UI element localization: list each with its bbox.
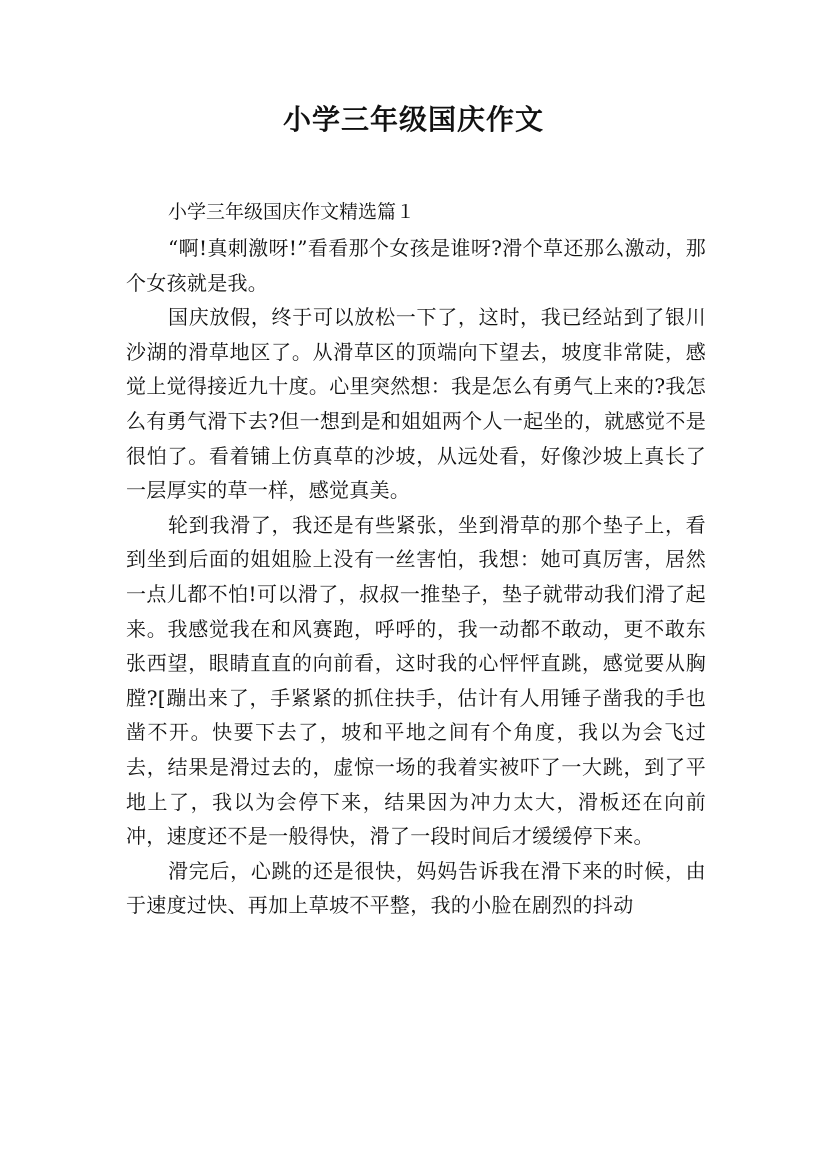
document-title: 小学三年级国庆作文 — [282, 103, 544, 136]
paragraph-4: 滑完后，心跳的还是很快，妈妈告诉我在滑下来的时候，由于速度过快、再加上草坡不平整，我的小脸在剧烈的抖动 — [126, 858, 706, 918]
document-body — [126, 231, 706, 923]
paragraph-3: 轮到我滑了，我还是有些紧张，坐到滑草的那个垫子上，看到坐到后面的姐姐脸上没有一丝害怕，我想：她可真厉害，居然一点儿都不怕!可以滑了，叔叔一推垫子，垫子就带动我们滑了起来。我感觉我在和风赛跑，呼呼的，我一动都不敢动，更不敢东张西望，眼睛直直的向前看，这时我的心怦怦直跳，感觉要从胸膛?[蹦出来了，手紧紧的抓住扶手，估计有人用锤子凿我的手也凿不开。快要下去了，坡和平地之间有个角度，我以为会飞过去，结果是滑过去的，虚惊一场的我着实被吓了一大跳，到了平地上了，我以为会停下来，结果因为冲力太大，滑板还在向前冲，速度还不是一般得快，滑了一段时间后才缓缓停下来。 — [126, 512, 706, 849]
paragraph-1: “啊!真刺激呀!”看看那个女孩是谁呀?滑个草还那么激动，那个女孩就是我。 — [126, 236, 706, 295]
paragraph-2: 国庆放假，终于可以放松一下了，这时，我已经站到了银川沙湖的滑草地区了。从滑草区的顶端向下望去，坡度非常陡，感觉上觉得接近九十度。心里突然想：我是怎么有勇气上来的?我怎么有勇气滑下去?但一想到是和姐姐两个人一起坐的，就感觉不是很怕了。看着铺上仿真草的沙坡，从远处看，好像沙坡上真长了一层厚实的草一样，感觉真美。 — [126, 305, 706, 503]
section-heading: 小学三年级国庆作文精选篇１ — [168, 201, 416, 223]
